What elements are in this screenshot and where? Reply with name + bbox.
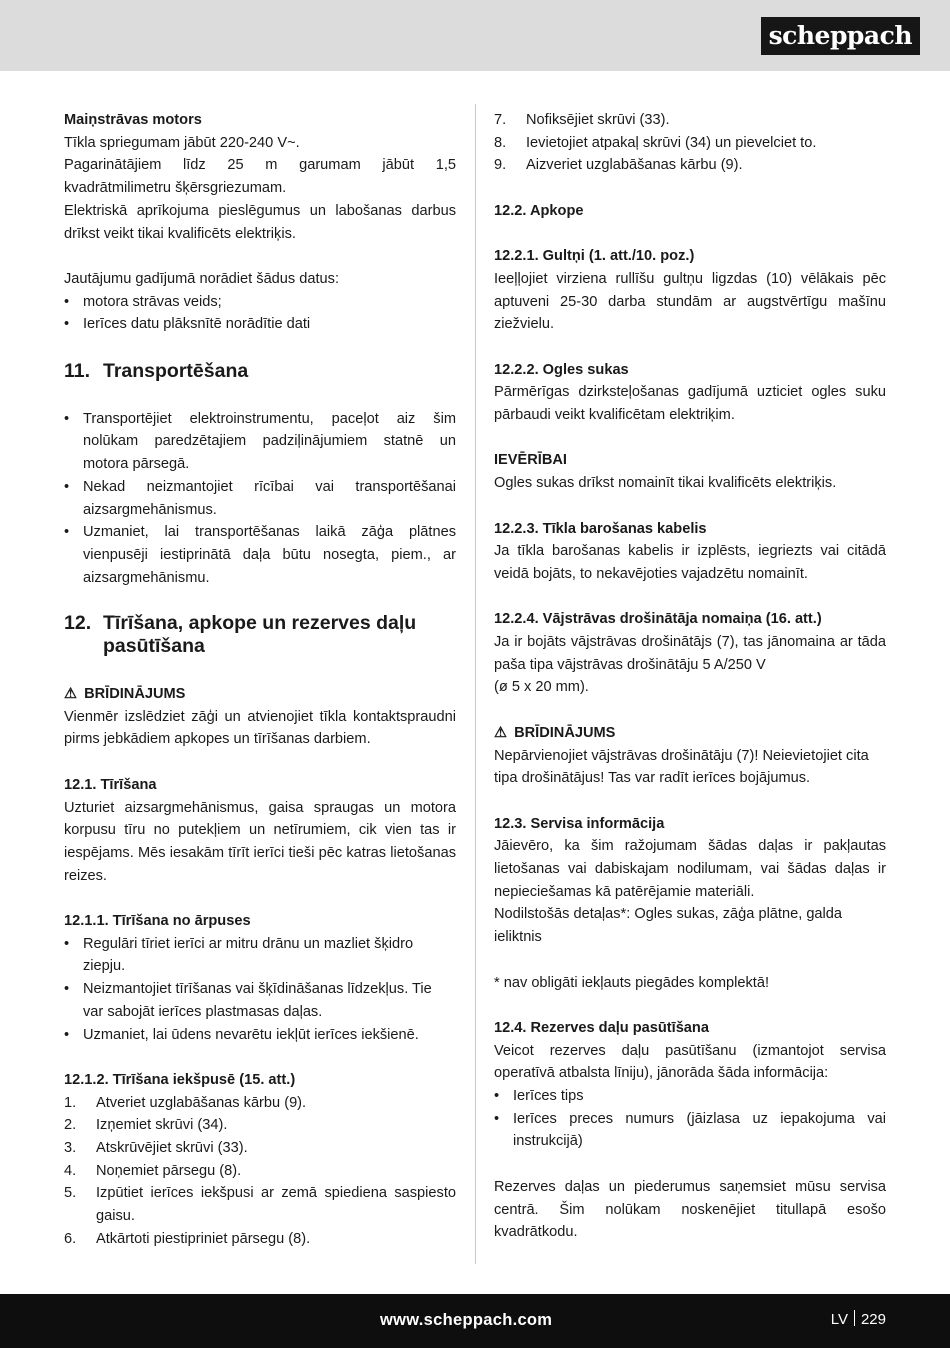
section-title: Transportēšana — [103, 360, 249, 383]
section-12-4-text-2: Rezerves daļas un piederumus saņemsiet mūsu servisa centrā. Šim nolūkam noskenējiet titullapā esošo kvadrātkodu. — [494, 1178, 886, 1241]
list-item: • Ierīces preces numurs (jāizlasa uz iepakojuma vai instrukcijā) — [494, 1108, 886, 1153]
warning-text: Nepārvienojiet vājstrāvas drošinātāju (7)! Neievietojiet cita tipa drošinātājus! Tas var radīt ierīces bojājumus. — [494, 747, 869, 787]
section-12-1-text: Uzturiet aizsargmehānismus, gaisa spraugas un motora korpusu tīru no putekļiem un netīrumiem, cik vien tas ir iespējams. Mēs iesakām tīrīt ierīci tieši pēc katras lietošanas reizes. — [64, 799, 456, 884]
warning-label — [494, 722, 886, 745]
header-bar — [0, 0, 950, 71]
website-link[interactable]: www.scheppach.com — [380, 1311, 553, 1329]
step-item: 9. Aizveriet uzglabāšanas kārbu (9). — [494, 157, 743, 174]
step-item: 8. Ievietojiet atpakaļ skrūvi (34) un pievelciet to. — [494, 134, 817, 151]
section-title: Tīrīšana, apkope un rezerves daļu pasūtīšana — [103, 612, 417, 658]
step-item: 3. Atskrūvējiet skrūvi (33). — [64, 1140, 248, 1157]
list-item: • Regulāri tīriet ierīci ar mitru drānu un mazliet šķidro ziepju. — [64, 933, 456, 978]
list-item: • Neizmantojiet tīrīšanas vai šķīdināšanas līdzekļus. Tie var sabojāt ierīces plastmasas daļas. — [64, 978, 456, 1023]
section-12-2-1-text: Ieeļļojiet virziena rullīšu gultņu ligzdas (10) vēlākais pēc aptuveni 25-30 darba stundām ar augstvērtīgu mašīnu ziežvielu. — [494, 270, 886, 333]
step-item: 2. Izņemiet skrūvi (34). — [64, 1117, 228, 1134]
section-12-2-4-text: Ja ir bojāts vājstrāvas drošinātājs (7), tas jānomaina ar tāda paša tipa vājstrāvas drošinātāju 5 A/250 V — [494, 634, 886, 673]
section-12-3-heading: 12.3. Servisa informācija — [494, 815, 665, 832]
section-12-2-4-text-2: (ø 5 x 20 mm). — [494, 679, 589, 696]
section-11-heading — [64, 360, 456, 383]
note-label: IEVĒRĪBAI — [494, 452, 567, 469]
step-item: 1. Atveriet uzglabāšanas kārbu (9). — [64, 1094, 307, 1111]
warning-icon: ⚠ — [64, 686, 78, 703]
list-item: • Nekad neizmantojiet rīcībai vai transportēšanai aizsargmehānismus. — [64, 476, 456, 521]
list-item: • motora strāvas veids; — [64, 291, 456, 314]
section-number: 12. — [64, 612, 92, 635]
list-item: • Ierīces datu plāksnītē norādītie dati — [64, 313, 456, 336]
column-divider — [475, 104, 476, 1264]
motor-voltage-text: Tīkla spriegumam jābūt 220-240 V~. — [64, 134, 300, 151]
separator — [854, 1310, 855, 1326]
inquiry-text: Jautājumu gadījumā norādiet šādus datus: — [64, 270, 340, 287]
page-indicator — [831, 1309, 886, 1332]
section-12-4-text: Veicot rezerves daļu pasūtīšanu (izmantojot servisa operatīvā atbalsta līniju), jānorāda šāda informācija: — [494, 1042, 886, 1082]
list-item: • Transportējiet elektroinstrumentu, paceļot aiz šim nolūkam paredzētajiem padziļinājumiem statnē un motora pārsegā. — [64, 408, 456, 476]
footer-bar — [0, 1294, 950, 1348]
motor-extension-text: Pagarinātājiem līdz 25 m garumam jābūt 1,5 kvadrātmilimetru šķērsgriezumam. — [64, 157, 456, 197]
section-number: 11. — [64, 360, 91, 383]
section-12-2-1-heading: 12.2.1. Gultņi (1. att./10. poz.) — [494, 248, 695, 265]
warning-label — [64, 683, 456, 706]
step-item: 4. Noņemiet pārsegu (8). — [64, 1162, 242, 1179]
warning-label-text: BRĪDINĀJUMS — [84, 686, 186, 703]
list-item: • Uzmaniet, lai ūdens nevarētu iekļūt ierīces iekšienē. — [64, 1024, 456, 1047]
warning-text: Vienmēr izslēdziet zāģi un atvienojiet tīkla kontaktspraudni pirms jebkādiem apkopes un tīrīšanas darbiem. — [64, 708, 456, 748]
section-12-1-heading: 12.1. Tīrīšana — [64, 776, 157, 793]
page-number: 229 — [860, 1311, 886, 1328]
section-12-3-text-2: Nodilstošās detaļas*: Ogles sukas, zāģa plātne, galda ieliktnis — [494, 906, 843, 946]
step-item: 6. Atkārtoti piestipriniet pārsegu (8). — [64, 1230, 311, 1247]
step-item: 7. Nofiksējiet skrūvi (33). — [494, 112, 670, 128]
footnote: * nav obligāti iekļauts piegādes komplektā! — [494, 974, 770, 991]
note-text: Ogles sukas drīkst nomainīt tikai kvalificēts elektriķis. — [494, 475, 837, 492]
scheppach-logo: scheppach — [761, 17, 920, 55]
section-12-2-4-heading: 12.2.4. Vājstrāvas drošinātāja nomaiņa (16. att.) — [494, 611, 822, 628]
left-column — [64, 109, 456, 1251]
section-12-3-text: Jāievēro, ka šim ražojumam šādas daļas ir pakļautas lietošanas vai dabiskajam nodilumam, vai šādas daļas ir nepieciešamas kā patērējamie materiāli. — [494, 838, 886, 900]
section-12-2-2-text: Pārmērīgas dzirksteļošanas gadījumā uzticiet ogles suku pārbaudi veikt kvalificētam elektriķim. — [494, 384, 886, 424]
list-item: • Uzmaniet, lai transportēšanas laikā zāģa plātnes vienpusēji iestiprinātā daļa būtu nosegta, piem., ar aizsargmehānismu. — [64, 521, 456, 589]
section-12-1-1-heading: 12.1.1. Tīrīšana no ārpuses — [64, 913, 251, 930]
section-12-4-heading: 12.4. Rezerves daļu pasūtīšana — [494, 1019, 709, 1036]
warning-icon: ⚠ — [494, 724, 508, 741]
language-code: LV — [830, 1311, 848, 1328]
section-12-heading — [64, 612, 456, 658]
section-12-2-heading: 12.2. Apkope — [494, 202, 584, 219]
section-12-2-3-text: Ja tīkla barošanas kabelis ir izplēsts, iegriezts vai citādā veidā bojāts, to nekavējoties vajadzētu nomainīt. — [494, 543, 886, 582]
list-item: • Ierīces tips — [494, 1085, 886, 1108]
section-12-2-3-heading: 12.2.3. Tīkla barošanas kabelis — [494, 520, 707, 537]
warning-label-text: BRĪDINĀJUMS — [514, 724, 616, 741]
step-item: 5. Izpūtiet ierīces iekšpusi ar zemā spiediena saspiesto gaisu. — [64, 1185, 456, 1225]
motor-heading: Maiņstrāvas motors — [64, 112, 202, 128]
right-column — [494, 109, 886, 1244]
motor-electrician-text: Elektriskā aprīkojuma pieslēgumus un labošanas darbus drīkst veikt tikai kvalificēts elektriķis. — [64, 202, 456, 242]
section-12-2-2-heading: 12.2.2. Ogles sukas — [494, 361, 629, 378]
section-12-1-2-heading: 12.1.2. Tīrīšana iekšpusē (15. att.) — [64, 1071, 296, 1088]
